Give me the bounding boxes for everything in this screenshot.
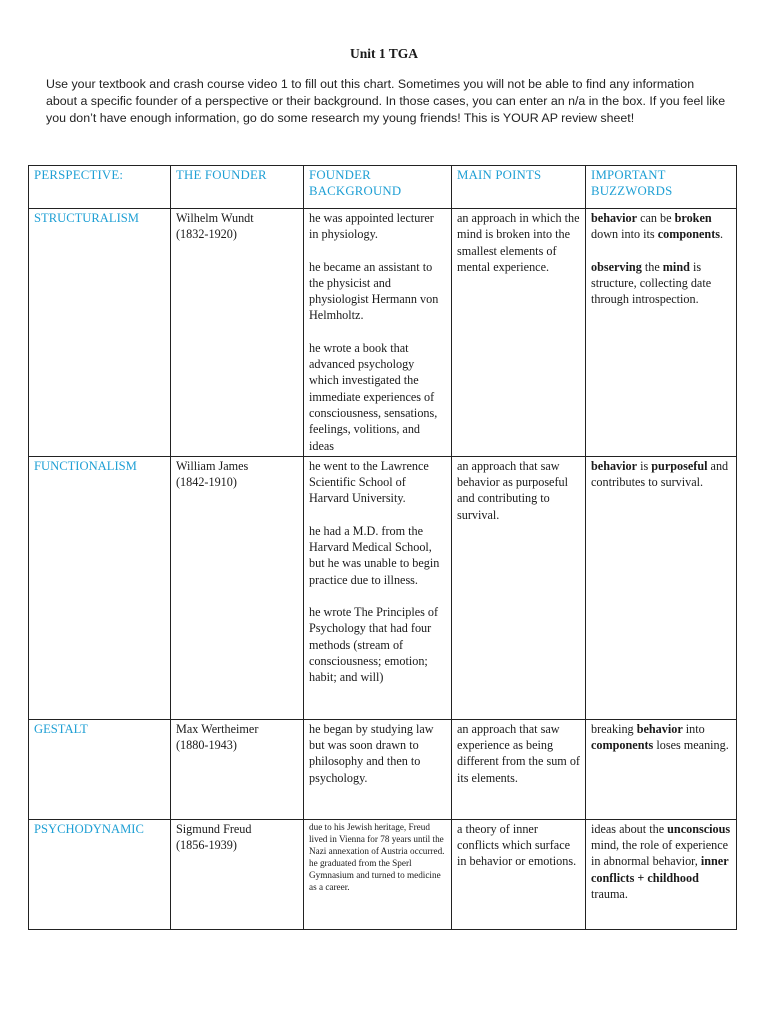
buzzword-text: is structure, collecting date through introspection. bbox=[591, 259, 712, 307]
buzzword: unconscious bbox=[667, 821, 731, 836]
founder-cell bbox=[171, 209, 304, 457]
buzzword-text: the bbox=[641, 259, 663, 274]
buzzword: childhood bbox=[647, 870, 699, 885]
background-paragraph: he wrote The Principles of Psychology that had four methods (stream of consciousness; emotion; habit; and will) bbox=[309, 604, 439, 685]
buzzwords-cell bbox=[586, 456, 737, 719]
table-header-row bbox=[29, 166, 737, 209]
background-paragraph: he had a M.D. from the Harvard Medical School, but he was unable to begin practice due to illness. bbox=[309, 523, 440, 587]
header-founder: THE FOUNDER bbox=[171, 166, 304, 209]
buzzword: behavior bbox=[591, 458, 638, 473]
buzzword-text: ideas about the bbox=[591, 821, 668, 836]
buzzword-text: down into its bbox=[591, 227, 658, 242]
perspective-cell: GESTALT bbox=[29, 719, 171, 819]
background-paragraph: he wrote a book that advanced psychology which investigated the immediate experiences of consciousness, sensations, feelings, volitions, and ideas bbox=[309, 340, 438, 453]
buzzword: components bbox=[657, 227, 720, 242]
table-row-functionalism bbox=[29, 456, 737, 719]
background-paragraph: he became an assistant to the physicist and physiologist Hermann von Helmholtz. bbox=[309, 259, 439, 323]
perspective-cell: STRUCTURALISM bbox=[29, 209, 171, 457]
buzzword-text: breaking bbox=[591, 721, 637, 736]
background-paragraph: due to his Jewish heritage, Freud lived in Vienna for 78 years until the Nazi annexation of Austria occurred. bbox=[309, 821, 445, 856]
buzzword-text: and contributes to survival. bbox=[591, 458, 729, 490]
buzzword-paragraph bbox=[591, 210, 731, 243]
buzzword: behavior bbox=[591, 211, 638, 225]
review-chart-table bbox=[28, 165, 737, 930]
main-points-cell: an approach that saw experience as being different from the sum of its elements. bbox=[452, 719, 586, 819]
table-row-gestalt bbox=[29, 719, 737, 819]
buzzword: purposeful bbox=[651, 458, 708, 473]
header-buzzwords: IMPORTANT BUZZWORDS bbox=[586, 166, 737, 209]
buzzword-text: is bbox=[637, 458, 652, 473]
buzzword-text: trauma. bbox=[591, 887, 628, 902]
main-points-cell: an approach that saw behavior as purposeful and contributing to survival. bbox=[452, 456, 586, 719]
founder-years: (1842-1910) bbox=[176, 475, 237, 490]
table-row-structuralism bbox=[29, 209, 737, 457]
background-cell bbox=[304, 456, 452, 719]
founder-cell bbox=[171, 719, 304, 819]
background-paragraph: he began by studying law but was soon drawn to philosophy and then to psychology. bbox=[309, 721, 434, 785]
founder-name: Wilhelm Wundt bbox=[176, 211, 254, 225]
page-title: Unit 1 TGA bbox=[349, 46, 418, 61]
founder-cell bbox=[171, 456, 304, 719]
buzzword: inner conflicts + bbox=[591, 854, 729, 885]
main-points-cell: an approach in which the mind is broken into the smallest elements of mental experience. bbox=[452, 209, 586, 457]
background-cell bbox=[304, 819, 452, 929]
buzzword-text: can be bbox=[637, 211, 675, 225]
buzzword: observing bbox=[591, 259, 642, 274]
buzzwords-cell bbox=[586, 819, 737, 929]
perspective-cell: PSYCHODYNAMIC bbox=[29, 819, 171, 929]
founder-name: William James bbox=[176, 458, 249, 473]
buzzwords-cell bbox=[586, 719, 737, 819]
buzzword: behavior bbox=[636, 721, 683, 736]
buzzword: components bbox=[591, 738, 654, 753]
header-main-points: MAIN POINTS bbox=[452, 166, 586, 209]
background-cell bbox=[304, 209, 452, 457]
background-paragraph: he was appointed lecturer in physiology. bbox=[309, 211, 434, 242]
founder-name: Sigmund Freud bbox=[176, 821, 252, 836]
founder-name: Max Wertheimer bbox=[176, 721, 259, 736]
buzzword-text: loses meaning. bbox=[653, 738, 729, 753]
table-row-psychodynamic bbox=[29, 819, 737, 929]
perspective-cell: FUNCTIONALISM bbox=[29, 456, 171, 719]
buzzwords-cell bbox=[586, 209, 737, 457]
founder-years: (1880-1943) bbox=[176, 738, 237, 753]
buzzword-text: mind, the role of experience in abnormal behavior, bbox=[591, 838, 729, 869]
founder-years: (1856-1939) bbox=[176, 838, 237, 853]
background-cell bbox=[304, 719, 452, 819]
background-paragraph: he graduated from the Sperl Gymnasium and turned to medicine as a career. bbox=[309, 857, 441, 892]
buzzword: mind bbox=[662, 259, 690, 274]
main-points-cell: a theory of inner conflicts which surface in behavior or emotions. bbox=[452, 819, 586, 929]
intro-paragraph: Use your textbook and crash course video 1 to fill out this chart. Sometimes you will not be able to find any information about a specific founder of a perspective or their background. In those cases, you can enter an n/a in the box. If you feel like you don’t have enough information, go do some research my young friends! This is YOUR AP review sheet! bbox=[46, 77, 726, 125]
buzzword: broken bbox=[674, 211, 712, 225]
buzzword-paragraph bbox=[591, 259, 731, 308]
background-paragraph: he went to the Lawrence Scientific School of Harvard University. bbox=[309, 458, 429, 506]
founder-cell bbox=[171, 819, 304, 929]
header-founder-background: FOUNDER BACKGROUND bbox=[304, 166, 452, 209]
buzzword-text: into bbox=[682, 721, 705, 736]
founder-years: (1832-1920) bbox=[176, 227, 237, 242]
buzzword-text: . bbox=[720, 227, 724, 242]
header-perspective: PERSPECTIVE: bbox=[29, 166, 171, 209]
